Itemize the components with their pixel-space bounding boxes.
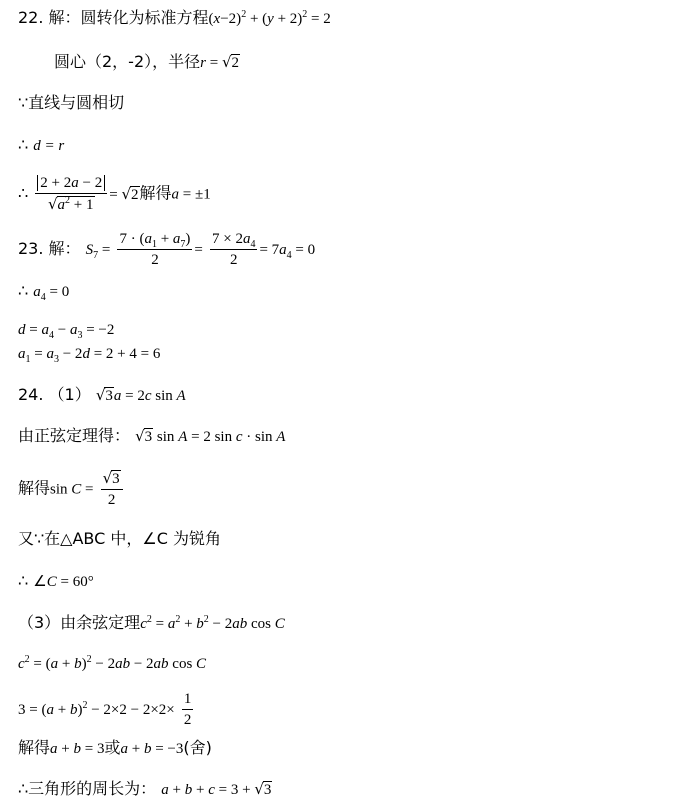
q22-line-3 xyxy=(18,93,124,113)
cosine-law-equation: $c^2 = a^2 + b^2 - 2ab$ cos C xyxy=(140,614,285,632)
sine-law-label: 由正弦定理得： xyxy=(18,426,131,445)
radius-equation: r = √2 xyxy=(200,53,240,71)
perimeter-equation: a + b + c = 3 + √3 xyxy=(161,780,272,798)
q24-line-4 xyxy=(18,529,221,549)
given-equation: √3a = 2c sin A xyxy=(95,386,186,404)
angle-c-result: ∠C = 60° xyxy=(33,574,94,590)
solve-label: 解得 xyxy=(18,478,51,498)
q24-line-5 xyxy=(18,571,94,592)
q22-line-2 xyxy=(54,52,240,73)
cosine-law-label: （3）由余弦定理 xyxy=(18,613,141,632)
q24-line-3 xyxy=(18,469,125,509)
sine-law-equation: √3 sin A = 2 sin c · sin A xyxy=(135,427,286,445)
therefore-symbol: ∴ xyxy=(18,183,29,203)
q23-line-4 xyxy=(18,343,160,364)
acute-angle-statement: 又∵在△ABC 中，∠C 为锐角 xyxy=(18,529,221,548)
q22-line-1 xyxy=(18,8,331,29)
sum-fraction-2: $\frac{7 \times 2a_4}{2}$ xyxy=(211,231,256,268)
therefore-symbol: ∴ xyxy=(18,135,29,154)
sum-negative: a + b = −3 xyxy=(120,741,184,757)
q24-line-9 xyxy=(18,738,212,759)
distance-equals-radius: d = r xyxy=(33,138,65,154)
q24-line-2 xyxy=(18,426,285,447)
q23-line-1: 23. 解： $S_7$ = $\frac{7 \cdot (a_1 + a_7)}{2}$ = $\frac{7 \times 2a_4}{2}$ = $7a_4 = 0$ xyxy=(18,231,316,268)
first-term: $a_1 = a_3 - 2d = 2 + 4 = 6$ xyxy=(18,346,161,365)
or-label: 或 xyxy=(104,738,121,757)
solve-label: 解得 xyxy=(18,738,51,757)
q22-line-5 xyxy=(18,174,211,214)
distance-fraction: $\frac{2 + 2a - 2}{√a^2 + 1}$ xyxy=(35,174,107,214)
circle-standard-equation: $(x-2)^2 + (y + 2)^2 = 2$ xyxy=(208,9,331,27)
sum-result: = $7a_4 = 0$ xyxy=(259,242,316,261)
perimeter-label: ∴三角形的周长为： xyxy=(18,779,157,798)
equals-sqrt2: = √2 xyxy=(109,184,139,203)
q24-line-1 xyxy=(18,385,186,406)
sum-positive: a + b = 3 xyxy=(50,741,105,757)
q24-label: 24. （1） xyxy=(18,385,91,404)
q24-line-10 xyxy=(18,779,272,800)
sum-s7: $S_7$ = xyxy=(85,242,111,261)
therefore-symbol: ∴ xyxy=(18,571,29,590)
tangent-statement: ∵直线与圆相切 xyxy=(18,93,125,112)
substituted-equation: $3 = (a + b)^2 - 2\times 2 - 2\times 2\times$ xyxy=(18,700,175,718)
q23-line-3 xyxy=(18,319,114,340)
q23-label: 23. 解： xyxy=(18,239,81,258)
one-half: $\frac{1}{2}$ xyxy=(183,691,192,728)
center-radius-label: 圆心（2，-2），半径 xyxy=(54,52,201,71)
therefore-symbol: ∴ xyxy=(18,281,29,300)
a4-result: $a_4 = 0$ xyxy=(33,284,70,303)
sum-fraction-1: $\frac{7 \cdot (a_1 + a_7)}{2}$ xyxy=(119,231,191,268)
sinc-equation: sin C = xyxy=(50,481,94,498)
rejected-note: (舍) xyxy=(183,738,212,757)
q24-line-7 xyxy=(18,653,206,674)
q24-line-6 xyxy=(18,613,285,634)
common-difference: $d = a_4 - a_3 = -2$ xyxy=(18,322,115,341)
q24-line-8 xyxy=(18,690,195,729)
a-result: a = ±1 xyxy=(171,186,211,203)
q22-line-4 xyxy=(18,135,64,156)
sqrt3-over-2: $\frac{√3}{2}$ xyxy=(101,469,123,509)
q23-line-2 xyxy=(18,281,69,302)
solve-label: 解得 xyxy=(139,183,172,203)
q22-label: 22. 解：圆转化为标准方程 xyxy=(18,8,209,27)
expanded-cosine-law: $c^2 = (a + b)^2 - 2ab - 2ab$ cos C xyxy=(18,654,207,672)
